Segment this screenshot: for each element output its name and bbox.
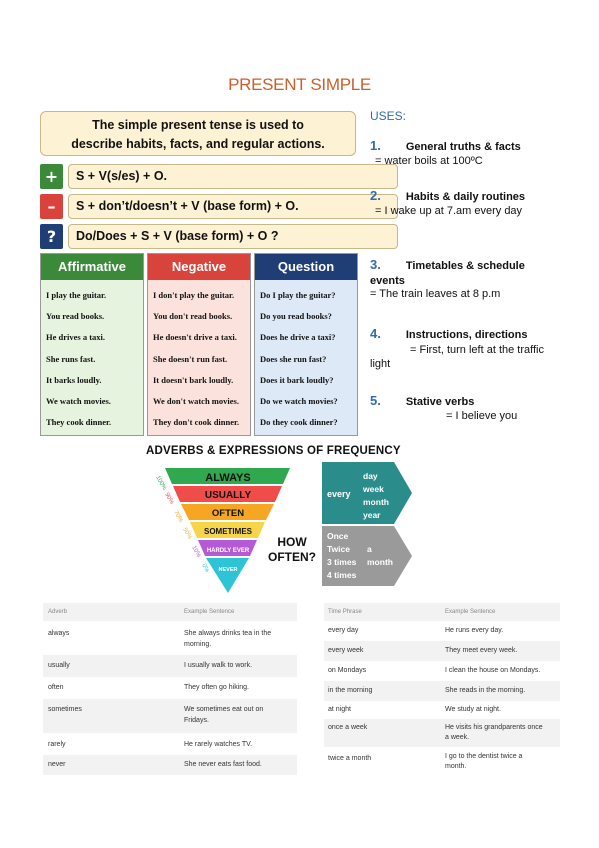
- arrow-text: week: [363, 484, 384, 494]
- formula-question-text: Do/Does + S + V (base form) + O ?: [68, 224, 398, 249]
- frequency-arrows: [322, 462, 414, 587]
- example-line: We watch movies.: [46, 395, 111, 406]
- formula-affirmative-text: S + V(s/es) + O.: [68, 164, 398, 189]
- table-row: sometimes We sometimes eat out on Fridays.: [43, 699, 297, 733]
- example-line: She runs fast.: [46, 353, 96, 364]
- negative-column: [147, 253, 251, 436]
- formula-negative-text: S + don’t/doesn’t + V (base form) + O.: [68, 194, 398, 219]
- pyramid-label: ALWAYS: [205, 472, 251, 484]
- use-example: = water boils at 100ºC: [375, 155, 483, 167]
- plus-icon: +: [40, 164, 63, 189]
- arrow-text: Twice: [327, 544, 350, 554]
- arrow-text: day: [363, 471, 378, 481]
- pyramid-level-never: [206, 558, 249, 593]
- pyramid-label: NEVER: [218, 567, 238, 573]
- intro-line-2: describe habits, facts, and regular actions.: [71, 137, 325, 151]
- use-item-1: [370, 137, 570, 167]
- pyramid-label: USUALLY: [204, 490, 252, 501]
- table-header: Adverb Example Sentence: [43, 603, 297, 621]
- arrow-text: 3 times: [327, 557, 357, 567]
- table-row: rarely He rarely watches TV.: [48, 741, 253, 748]
- table-row: every week They meet every week.: [324, 641, 560, 661]
- how-often-question: HOW OFTEN?: [268, 535, 316, 564]
- arrow-text: a: [367, 544, 372, 554]
- example-line: You read books.: [46, 311, 105, 322]
- example-line: Do they cook dinner?: [260, 417, 338, 428]
- use-item-5: [370, 392, 570, 422]
- use-item-3: [370, 258, 550, 300]
- table-row: twice a month I go to the dentist twice a month.: [328, 753, 523, 770]
- example-line: I play the guitar.: [46, 290, 107, 300]
- minus-icon: –: [40, 194, 63, 219]
- arrow-text: month: [367, 557, 393, 567]
- example-line: Does it bark loudly?: [260, 374, 334, 385]
- arrow-text: Once: [327, 531, 349, 541]
- example-line: She doesn't run fast.: [153, 353, 228, 364]
- affirmative-header: Affirmative: [41, 254, 143, 280]
- pyramid-label: OFTEN: [211, 508, 245, 519]
- pyramid-percent: 90%: [163, 492, 175, 506]
- example-line: Does he drive a taxi?: [260, 332, 336, 343]
- use-item-2: [370, 187, 570, 217]
- use-item-4: [370, 325, 550, 371]
- affirmative-column: [40, 253, 144, 436]
- pyramid-label: HARDLY EVER: [206, 548, 250, 554]
- table-row: at night We study at night.: [328, 706, 501, 713]
- use-title: Instructions, directions: [405, 329, 528, 341]
- table-row: usually I usually walk to work.: [43, 655, 297, 677]
- question-mark-icon: ?: [40, 224, 63, 249]
- use-title: Timetables & schedule events: [370, 260, 525, 287]
- example-line: He drives a taxi.: [46, 332, 106, 343]
- arrow-text: month: [363, 497, 389, 507]
- example-line: Do we watch movies?: [260, 395, 338, 406]
- table-header: Time Phrase Example Sentence: [324, 603, 560, 621]
- question-header: Question: [255, 254, 357, 280]
- use-number: 3.: [370, 257, 381, 272]
- arrow-text: every: [327, 489, 351, 499]
- use-number: 4.: [370, 326, 381, 341]
- example-line: It barks loudly.: [46, 374, 102, 385]
- uses-heading: USES:: [370, 109, 407, 123]
- table-row: on Mondays I clean the house on Mondays.: [328, 667, 541, 674]
- adverbs-table: [43, 603, 297, 775]
- example-line: It doesn't bark loudly.: [153, 374, 234, 385]
- pyramid-percent: 10%: [190, 545, 202, 559]
- use-title: Habits & daily routines: [405, 191, 526, 203]
- table-row: in the morning She reads in the morning.: [324, 681, 560, 701]
- use-example: = I wake up at 7.am every day: [375, 205, 523, 217]
- example-line: Do I play the guitar?: [260, 290, 336, 300]
- intro-line-1: The simple present tense is used to: [92, 118, 304, 132]
- use-example: = First, turn left at the traffic light: [370, 344, 544, 370]
- table-row: often They often go hiking.: [48, 684, 249, 691]
- example-line: We don't watch movies.: [153, 395, 239, 406]
- arrow-text: 4 times: [327, 570, 357, 580]
- example-line: They cook dinner.: [46, 417, 112, 428]
- negative-header: Negative: [148, 254, 250, 280]
- example-line: I don't play the guitar.: [153, 290, 235, 300]
- table-row: always She always drinks tea in the morning.: [48, 630, 272, 648]
- arrow-text: year: [363, 510, 381, 520]
- use-title: Stative verbs: [405, 396, 475, 408]
- example-line: Do you read books?: [260, 311, 332, 322]
- frequency-pyramid: [140, 463, 320, 598]
- example-line: They don't cook dinner.: [153, 417, 240, 428]
- use-example: = I believe you: [446, 410, 518, 422]
- example-line: He doesn't drive a taxi.: [153, 332, 237, 343]
- pyramid-percent: 100%: [154, 475, 168, 492]
- pyramid-percent: 0%: [200, 563, 210, 574]
- table-row: once a week He visits his grandparents once a week.: [324, 719, 560, 747]
- use-number: 5.: [370, 393, 381, 408]
- pyramid-label: SOMETIMES: [203, 527, 253, 536]
- use-number: 2.: [370, 188, 381, 203]
- table-row: every day He runs every day.: [328, 627, 504, 634]
- pyramid-percent: 70%: [172, 510, 184, 524]
- page-title: PRESENT SIMPLE: [228, 75, 371, 94]
- time-phrases-table: [324, 603, 560, 775]
- question-column: [254, 253, 358, 436]
- example-line: Does she run fast?: [260, 353, 327, 364]
- example-line: You don't read books.: [153, 311, 233, 322]
- pyramid-percent: 50%: [181, 527, 193, 541]
- use-title: General truths & facts: [405, 141, 521, 153]
- use-example: = The train leaves at 8 p.m: [370, 288, 501, 300]
- intro-box: [40, 111, 356, 156]
- table-row: never She never eats fast food.: [43, 755, 297, 775]
- use-number: 1.: [370, 138, 381, 153]
- adverbs-title: ADVERBS & EXPRESSIONS OF FREQUENCY: [146, 445, 401, 457]
